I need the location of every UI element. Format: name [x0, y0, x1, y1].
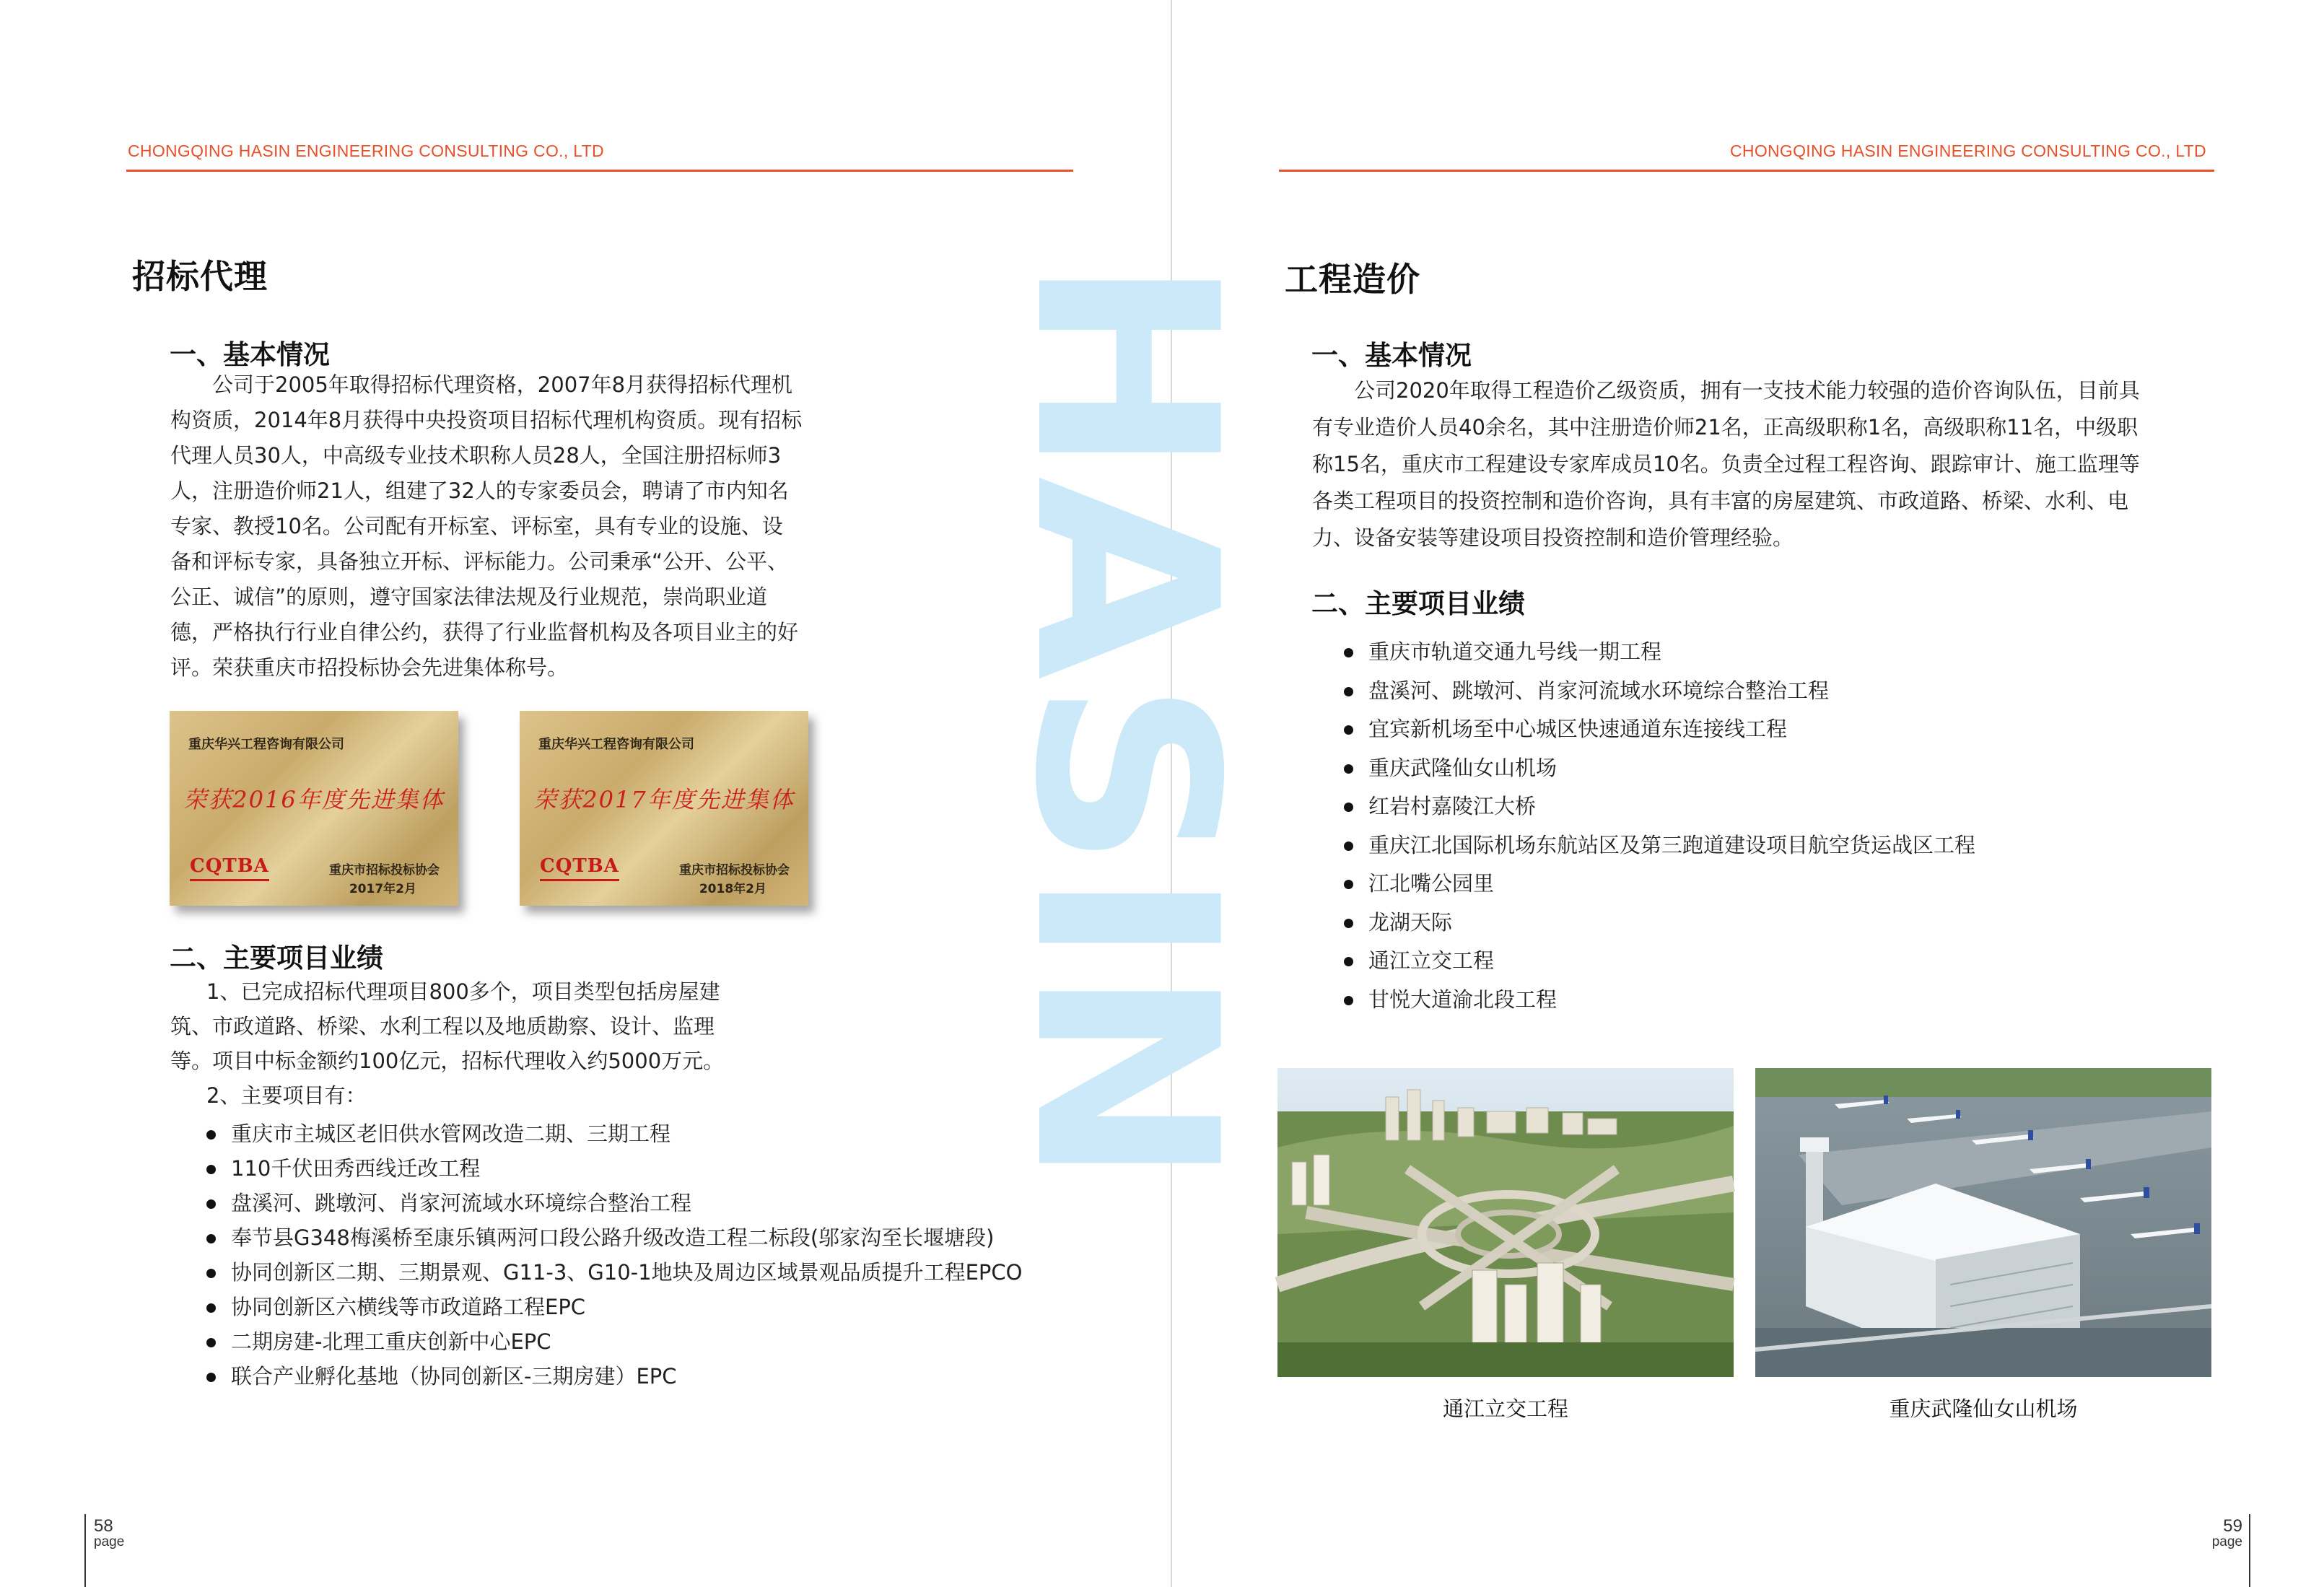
left-basic-line: 备和评标专家，具备独立开标、评标能力。公司秉承“公开、公平、 — [170, 549, 789, 574]
right-header-rule — [1279, 170, 2214, 172]
plaque-honor: 荣获2017年度先进集体 — [533, 786, 795, 813]
plaque-org: 重庆华兴工程咨询有限公司 — [538, 737, 694, 752]
list-item — [1341, 787, 2207, 826]
bullet-icon — [206, 1234, 216, 1243]
list-item-text: 龙湖天际 — [1368, 909, 1453, 935]
list-item-text: 通江立交工程 — [1368, 948, 1495, 973]
left-basic-line: 公正、诚信”的原则，遵守国家法律法规及行业规范，崇尚职业道 — [170, 585, 768, 609]
left-basic-line: 评。荣获重庆市招投标协会先进集体称号。 — [170, 655, 569, 680]
list-item — [1341, 749, 2207, 788]
bullet-icon — [1344, 648, 1353, 657]
left-projects-line: 1、已完成招标代理项目800多个，项目类型包括房屋建 — [206, 979, 720, 1004]
left-basic-line: 公司于2005年取得招标代理资格，2007年8月获得招标代理机 — [212, 372, 793, 397]
list-item — [1341, 904, 2207, 943]
list-item-text: 二期房建-北理工重庆创新中心EPC — [231, 1329, 551, 1354]
bullet-icon — [206, 1165, 216, 1174]
list-item-text: 重庆市轨道交通九号线一期工程 — [1368, 639, 1662, 664]
left-projects-line: 筑、市政道路、桥梁、水利工程以及地质勘察、设计、监理 — [170, 1014, 715, 1039]
right-projects-heading: 二、主要项目业绩 — [1311, 588, 1525, 619]
list-item-text: 重庆武隆仙女山机场 — [1368, 755, 1558, 780]
left-page-number — [94, 1518, 124, 1550]
list-item-text: 重庆市主城区老旧供水管网改造二期、三期工程 — [231, 1122, 671, 1146]
right-basic-paragraph — [1312, 372, 2214, 556]
plaque-date: 2018年2月 — [699, 882, 766, 896]
right-basic-line: 有专业造价人员40余名，其中注册造价师21名，正高级职称1名，高级职称11名，中级职 — [1312, 415, 2139, 440]
photo-caption: 重庆武隆仙女山机场 — [1889, 1396, 2078, 1421]
bullet-icon — [1344, 880, 1353, 889]
award-plaque-2017 — [520, 711, 808, 906]
list-item — [1341, 981, 2207, 1020]
page-number-value: 59 — [2223, 1516, 2242, 1536]
right-basic-line: 公司2020年取得工程造价乙级资质，拥有一支技术能力较强的造价咨询队伍，目前具 — [1354, 378, 2140, 403]
left-projects-line: 等。项目中标金额约100亿元，招标代理收入约5000万元。 — [170, 1049, 725, 1073]
plaque-association: 重庆市招标投标协会 — [329, 863, 440, 878]
list-item-text: 甘悦大道渝北段工程 — [1368, 987, 1558, 1012]
bullet-icon — [1344, 725, 1353, 735]
list-item — [204, 1324, 1070, 1359]
list-item-text: 联合产业孵化基地（协同创新区-三期房建）EPC — [231, 1364, 677, 1389]
list-item — [204, 1220, 1070, 1255]
left-projects-paragraph — [170, 974, 820, 1113]
left-basic-line: 专家、教授10名。公司配有开标室、评标室，具有专业的设施、设 — [170, 514, 783, 538]
list-item-text: 协同创新区二期、三期景观、G11-3、G10-1地块及周边区域景观品质提升工程EPCO — [231, 1260, 1023, 1285]
page-word: page — [94, 1534, 125, 1549]
list-item-text: 奉节县G348梅溪桥至康乐镇两河口段公路升级改造工程二标段(邬家沟至长堰塘段) — [231, 1225, 995, 1250]
bullet-icon — [206, 1199, 216, 1209]
list-item — [204, 1186, 1070, 1220]
bullet-icon — [1344, 919, 1353, 928]
bullet-icon — [206, 1338, 216, 1347]
bullet-icon — [1344, 764, 1353, 774]
list-item — [204, 1151, 1070, 1186]
right-section-title: 工程造价 — [1285, 260, 1420, 299]
cqtba-logo: CQTBA — [190, 855, 269, 877]
plaque-honor: 荣获2016年度先进集体 — [183, 786, 445, 813]
photo-caption: 通江立交工程 — [1442, 1396, 1568, 1421]
plaque-date: 2017年2月 — [349, 882, 416, 896]
left-header-rule — [126, 170, 1073, 172]
right-basic-line: 力、设备安装等建设项目投资控制和造价管理经验。 — [1312, 525, 1794, 550]
bullet-icon — [1344, 803, 1353, 812]
cqtba-logo: CQTBA — [540, 855, 619, 877]
list-item — [1341, 865, 2207, 904]
bullet-icon — [206, 1130, 216, 1140]
left-basic-line: 人，注册造价师21人，组建了32人的专家委员会，聘请了市内知名 — [170, 478, 789, 503]
list-item-text: 协同创新区六横线等市政道路工程EPC — [231, 1295, 586, 1319]
plaque-org: 重庆华兴工程咨询有限公司 — [188, 737, 344, 752]
list-item-text: 宜宾新机场至中心城区快速通道东连接线工程 — [1368, 717, 1788, 741]
right-basic-heading: 一、基本情况 — [1311, 340, 1472, 371]
left-basic-heading: 一、基本情况 — [170, 339, 330, 370]
bullet-icon — [206, 1303, 216, 1313]
page-word: page — [2211, 1534, 2242, 1549]
hasin-watermark — [834, 256, 1270, 1187]
left-header: CHONGQING HASIN ENGINEERING CONSULTING CO., LTD — [128, 141, 604, 160]
left-project-list — [204, 1116, 1070, 1394]
left-basic-line: 德，严格执行行业自律公约，获得了行业监督机构及各项目业主的好 — [170, 620, 799, 644]
plaque-association: 重庆市招标投标协会 — [679, 863, 790, 878]
bullet-icon — [206, 1373, 216, 1382]
left-page-corner-line — [84, 1514, 86, 1587]
tongjiang-interchange-photo — [1277, 1068, 1734, 1377]
list-item-text: 盘溪河、跳墩河、肖家河流域水环境综合整治工程 — [231, 1191, 692, 1215]
left-basic-line: 代理人员30人，中高级专业技术职称人员28人，全国注册招标师3 — [170, 443, 782, 468]
right-basic-line: 各类工程项目的投资控制和造价咨询，具有丰富的房屋建筑、市政道路、桥梁、水利、电 — [1312, 489, 2129, 513]
right-project-list — [1341, 633, 2207, 1019]
bullet-icon — [1344, 841, 1353, 851]
bullet-icon — [206, 1269, 216, 1278]
right-header: CHONGQING HASIN ENGINEERING CONSULTING CO., LTD — [1730, 141, 2206, 160]
right-page-number — [2205, 1518, 2242, 1550]
list-item — [1341, 672, 2207, 711]
hasin-watermark-text: HASIN — [980, 256, 1270, 1138]
left-basic-paragraph — [170, 367, 834, 686]
award-plaque-2016 — [170, 711, 458, 906]
list-item — [1341, 633, 2207, 672]
list-item-text: 盘溪河、跳墩河、肖家河流域水环境综合整治工程 — [1368, 678, 1830, 703]
cqtba-logo-underline — [540, 879, 619, 881]
list-item — [204, 1255, 1070, 1290]
bullet-icon — [1344, 687, 1353, 696]
left-projects-heading: 二、主要项目业绩 — [170, 943, 383, 974]
list-item-text: 110千伏田秀西线迁改工程 — [231, 1156, 481, 1181]
list-item — [1341, 826, 2207, 865]
left-projects-line: 2、主要项目有： — [206, 1083, 367, 1108]
left-section-title: 招标代理 — [132, 257, 268, 296]
list-item-text: 重庆江北国际机场东航站区及第三跑道建设项目航空货运战区工程 — [1368, 832, 1976, 857]
list-item — [204, 1290, 1070, 1324]
right-page-corner-line — [2249, 1514, 2250, 1587]
list-item — [1341, 942, 2207, 981]
page-number-value: 58 — [94, 1516, 113, 1536]
wulong-airport-photo — [1755, 1068, 2211, 1377]
list-item-text: 红岩村嘉陵江大桥 — [1368, 794, 1537, 818]
list-item — [1341, 710, 2207, 749]
list-item — [204, 1359, 1070, 1394]
left-basic-line: 构资质，2014年8月获得中央投资项目招标代理机构资质。现有招标 — [170, 408, 803, 432]
bullet-icon — [1344, 996, 1353, 1005]
right-basic-line: 称15名，重庆市工程建设专家库成员10名。负责全过程工程咨询、跟踪审计、施工监理等 — [1312, 452, 2140, 476]
list-item — [204, 1116, 1070, 1151]
cqtba-logo-underline — [190, 879, 269, 881]
list-item-text: 江北嘴公园里 — [1368, 871, 1495, 896]
bullet-icon — [1344, 957, 1353, 966]
